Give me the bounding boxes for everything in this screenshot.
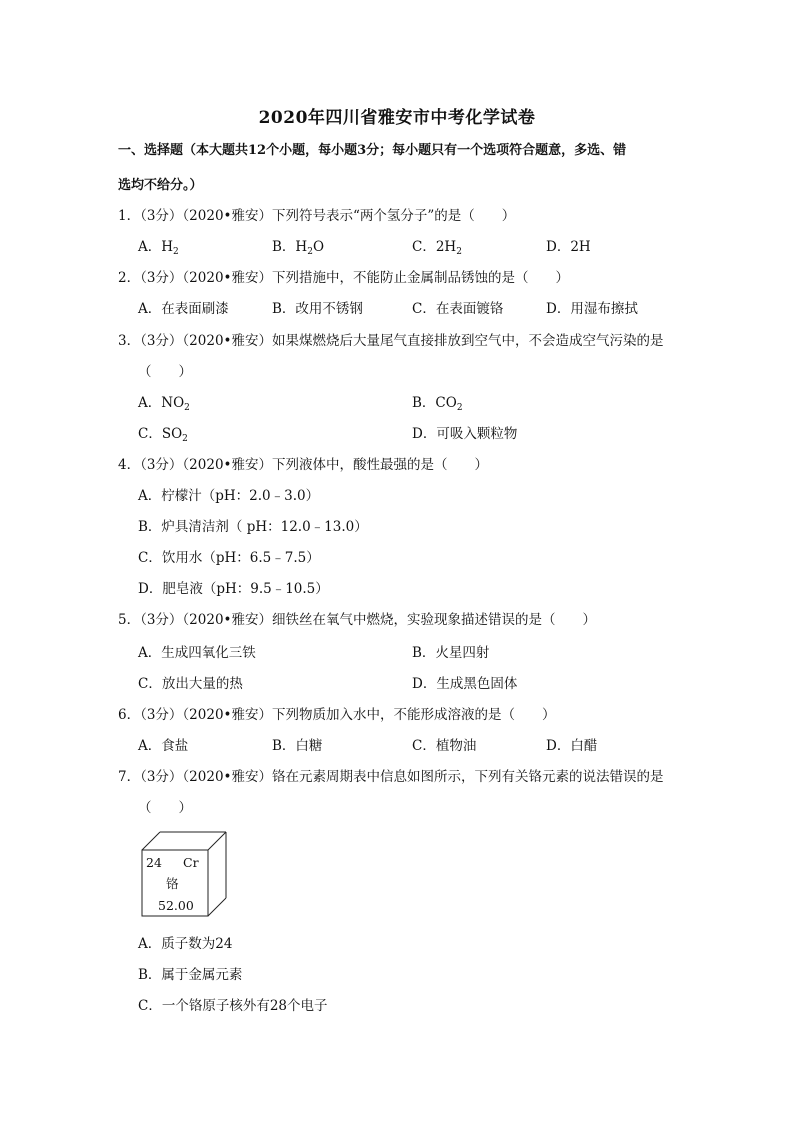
question-number: 3． <box>118 333 141 349</box>
option-3d: D．可吸入颗粒物 <box>412 426 518 442</box>
option-1c: C．$2H_2$ <box>412 239 462 257</box>
question-5 <box>118 610 596 630</box>
option-6a: A．食盐 <box>138 738 189 754</box>
option-5a: A．生成四氧化三铁 <box>138 645 256 661</box>
question-number: 5． <box>118 612 141 628</box>
page-title: 2020年四川省雅安市中考化学试卷 <box>258 108 536 128</box>
option-2b: B．改用不锈钢 <box>272 301 363 317</box>
option-3c: C．$SO_2$ <box>138 426 188 444</box>
question-text: （3分）（2020•雅安）如果煤燃烧后大量尾气直接排放到空气中，不会造成空气污染的是 <box>140 333 664 349</box>
question-3-paren: （ ） <box>138 364 192 380</box>
section-heading-line1: 一、选择题（本大题共12个小题，每小题3分；每小题只有一个选项符合题意，多选、错 <box>118 143 627 158</box>
question-number: 7． <box>118 769 141 785</box>
option-4a: A．柠檬汁（pH：2.0﹣3.0） <box>138 488 320 504</box>
option-7b: B．属于金属元素 <box>138 967 243 983</box>
option-5d: D．生成黑色固体 <box>412 676 518 692</box>
question-7 <box>118 767 664 787</box>
question-7-paren: （ ） <box>138 800 192 816</box>
option-4c: C．饮用水（pH：6.5﹣7.5） <box>138 550 320 566</box>
option-7c: C．一个铬原子核外有28个电子 <box>138 998 328 1014</box>
option-2a: A．在表面刷漆 <box>138 301 229 317</box>
question-1 <box>118 206 515 226</box>
element-atomic-number: 24 <box>146 855 162 870</box>
question-number: 1． <box>118 208 141 224</box>
element-atomic-mass: 52.00 <box>158 898 194 913</box>
option-5b: B．火星四射 <box>412 645 490 661</box>
question-text: （3分）（2020•雅安）下列液体中，酸性最强的是（ ） <box>140 457 489 473</box>
question-6 <box>118 705 556 725</box>
question-number: 6． <box>118 707 141 723</box>
question-number: 4． <box>118 457 141 473</box>
option-4d: D．肥皂液（pH：9.5﹣10.5） <box>138 581 329 597</box>
question-number: 2． <box>118 270 141 286</box>
question-2 <box>118 268 569 288</box>
option-3a: A．$NO_2$ <box>138 395 190 413</box>
option-6b: B．白糖 <box>272 738 323 754</box>
option-7a: A．质子数为24 <box>138 936 233 952</box>
option-3b: B．$CO_2$ <box>412 395 463 413</box>
question-3 <box>118 331 664 351</box>
question-text: （3分）（2020•雅安）下列符号表示“两个氢分子”的是（ ） <box>140 208 516 224</box>
element-symbol: Cr <box>183 855 199 870</box>
option-1d: D．2H <box>546 239 591 255</box>
option-4b: B．炉具清洁剂（ pH：12.0﹣13.0） <box>138 519 368 535</box>
option-1a: A．$H_2$ <box>138 239 179 257</box>
question-text: （3分）（2020•雅安）铬在元素周期表中信息如图所示，下列有关铬元素的说法错误的是 <box>140 769 664 785</box>
question-text: （3分）（2020•雅安）下列措施中，不能防止金属制品锈蚀的是（ ） <box>140 270 570 286</box>
element-name: 铬 <box>166 876 179 891</box>
question-4 <box>118 455 488 475</box>
option-5c: C．放出大量的热 <box>138 676 243 692</box>
option-1b: B．$H_2O$ <box>272 239 325 257</box>
element-cell-figure <box>138 830 238 920</box>
option-2d: D．用湿布擦拭 <box>546 301 638 317</box>
option-6d: D．白醋 <box>546 738 598 754</box>
section-heading-line2: 选均不给分。） <box>118 178 203 193</box>
question-text: （3分）（2020•雅安）下列物质加入水中，不能形成溶液的是（ ） <box>140 707 556 723</box>
option-6c: C．植物油 <box>412 738 477 754</box>
question-text: （3分）（2020•雅安）细铁丝在氧气中燃烧，实验现象描述错误的是（ ） <box>140 612 597 628</box>
option-2c: C．在表面镀铬 <box>412 301 504 317</box>
